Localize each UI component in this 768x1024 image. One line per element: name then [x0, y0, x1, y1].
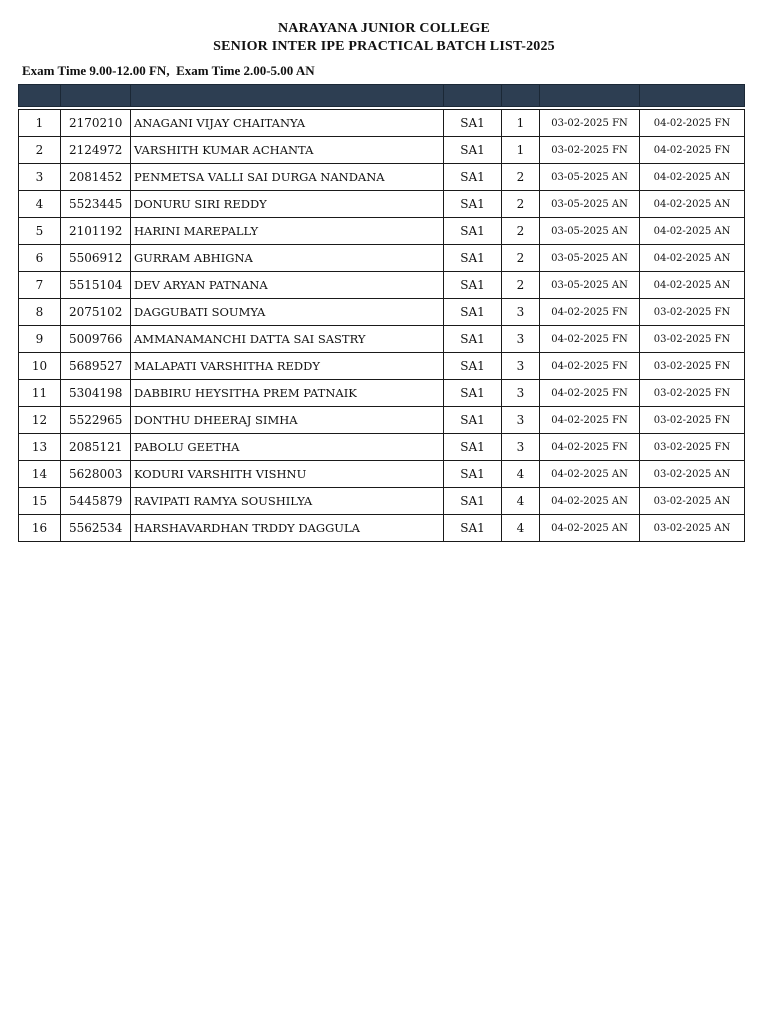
cell-date-1: 04-02-2025 FN: [540, 299, 640, 326]
cell-date-1: 04-02-2025 FN: [540, 434, 640, 461]
cell-section: SA1: [444, 218, 502, 245]
cell-admission-number: 2124972: [61, 137, 131, 164]
cell-batch: 4: [502, 461, 540, 488]
cell-serial-number: 4: [19, 191, 61, 218]
cell-date-2: 03-02-2025 AN: [640, 488, 745, 515]
cell-date-2: 04-02-2025 AN: [640, 164, 745, 191]
table-row: [19, 245, 745, 272]
cell-section: SA1: [444, 434, 502, 461]
cell-serial-number: 12: [19, 407, 61, 434]
cell-admission-number: 5562534: [61, 515, 131, 542]
cell-student-name: HARINI MAREPALLY: [131, 218, 444, 245]
cell-student-name: HARSHAVARDHAN TRDDY DAGGULA: [131, 515, 444, 542]
table-row: [19, 407, 745, 434]
cell-student-name: ANAGANI VIJAY CHAITANYA: [131, 110, 444, 137]
cell-date-2: 03-02-2025 AN: [640, 515, 745, 542]
cell-batch: 1: [502, 137, 540, 164]
header-cell-sno: [19, 85, 61, 107]
cell-serial-number: 13: [19, 434, 61, 461]
cell-section: SA1: [444, 488, 502, 515]
cell-student-name: DONTHU DHEERAJ SIMHA: [131, 407, 444, 434]
cell-serial-number: 2: [19, 137, 61, 164]
cell-date-2: 03-02-2025 FN: [640, 434, 745, 461]
cell-serial-number: 5: [19, 218, 61, 245]
cell-admission-number: 5009766: [61, 326, 131, 353]
cell-admission-number: 2075102: [61, 299, 131, 326]
cell-admission-number: 5628003: [61, 461, 131, 488]
cell-admission-number: 5523445: [61, 191, 131, 218]
cell-date-1: 03-05-2025 AN: [540, 191, 640, 218]
table-row: [19, 326, 745, 353]
table-row: [19, 380, 745, 407]
cell-admission-number: 5445879: [61, 488, 131, 515]
header-cell-date-2: [640, 85, 745, 107]
batch-table: [18, 84, 745, 542]
cell-date-2: 03-02-2025 FN: [640, 380, 745, 407]
cell-section: SA1: [444, 272, 502, 299]
cell-date-2: 03-02-2025 FN: [640, 407, 745, 434]
table-row: [19, 299, 745, 326]
cell-admission-number: 2101192: [61, 218, 131, 245]
cell-section: SA1: [444, 110, 502, 137]
cell-date-2: 03-02-2025 FN: [640, 299, 745, 326]
cell-admission-number: 5506912: [61, 245, 131, 272]
cell-date-1: 04-02-2025 AN: [540, 515, 640, 542]
college-name: NARAYANA JUNIOR COLLEGE: [277, 21, 491, 36]
cell-section: SA1: [444, 461, 502, 488]
cell-student-name: GURRAM ABHIGNA: [131, 245, 444, 272]
cell-student-name: DABBIRU HEYSITHA PREM PATNAIK: [131, 380, 444, 407]
table-row: [19, 434, 745, 461]
cell-date-1: 04-02-2025 FN: [540, 407, 640, 434]
table-row: [19, 488, 745, 515]
cell-batch: 4: [502, 515, 540, 542]
document-header: [0, 20, 768, 56]
cell-admission-number: 5304198: [61, 380, 131, 407]
cell-admission-number: 2170210: [61, 110, 131, 137]
cell-batch: 3: [502, 380, 540, 407]
table-row: [19, 110, 745, 137]
cell-section: SA1: [444, 164, 502, 191]
cell-date-1: 04-02-2025 FN: [540, 380, 640, 407]
cell-section: SA1: [444, 137, 502, 164]
cell-batch: 4: [502, 488, 540, 515]
cell-batch: 1: [502, 110, 540, 137]
cell-date-1: 03-05-2025 AN: [540, 164, 640, 191]
cell-section: SA1: [444, 245, 502, 272]
table-row: [19, 515, 745, 542]
header-cell-date-1: [540, 85, 640, 107]
table-body: [19, 107, 745, 542]
cell-batch: 3: [502, 353, 540, 380]
cell-batch: 3: [502, 326, 540, 353]
cell-serial-number: 9: [19, 326, 61, 353]
table-header-row: [19, 85, 745, 107]
table-row: [19, 137, 745, 164]
cell-date-2: 03-02-2025 FN: [640, 326, 745, 353]
cell-date-1: 03-05-2025 AN: [540, 218, 640, 245]
cell-section: SA1: [444, 191, 502, 218]
cell-date-1: 04-02-2025 FN: [540, 353, 640, 380]
cell-student-name: MALAPATI VARSHITHA REDDY: [131, 353, 444, 380]
cell-date-1: 04-02-2025 FN: [540, 326, 640, 353]
cell-serial-number: 8: [19, 299, 61, 326]
cell-serial-number: 10: [19, 353, 61, 380]
list-title: SENIOR INTER IPE PRACTICAL BATCH LIST-2025: [213, 39, 555, 54]
cell-admission-number: 2085121: [61, 434, 131, 461]
exam-time-note: Exam Time 9.00-12.00 FN, Exam Time 2.00-5.00 AN: [22, 63, 315, 78]
cell-batch: 2: [502, 272, 540, 299]
header-cell-section: [444, 85, 502, 107]
cell-serial-number: 16: [19, 515, 61, 542]
cell-batch: 2: [502, 245, 540, 272]
cell-batch: 3: [502, 407, 540, 434]
table-row: [19, 461, 745, 488]
cell-serial-number: 11: [19, 380, 61, 407]
cell-date-1: 03-05-2025 AN: [540, 245, 640, 272]
cell-serial-number: 14: [19, 461, 61, 488]
cell-date-2: 04-02-2025 FN: [640, 137, 745, 164]
header-cell-name: [131, 85, 444, 107]
table-row: [19, 353, 745, 380]
cell-batch: 2: [502, 191, 540, 218]
cell-serial-number: 6: [19, 245, 61, 272]
cell-date-2: 03-02-2025 FN: [640, 353, 745, 380]
cell-batch: 2: [502, 164, 540, 191]
cell-section: SA1: [444, 299, 502, 326]
table-row: [19, 191, 745, 218]
table-row: [19, 218, 745, 245]
table-row: [19, 164, 745, 191]
cell-date-2: 04-02-2025 AN: [640, 218, 745, 245]
cell-section: SA1: [444, 380, 502, 407]
cell-student-name: KODURI VARSHITH VISHNU: [131, 461, 444, 488]
cell-date-1: 03-02-2025 FN: [540, 110, 640, 137]
table-row: [19, 272, 745, 299]
cell-serial-number: 7: [19, 272, 61, 299]
cell-student-name: PENMETSA VALLI SAI DURGA NANDANA: [131, 164, 444, 191]
cell-student-name: AMMANAMANCHI DATTA SAI SASTRY: [131, 326, 444, 353]
cell-admission-number: 5689527: [61, 353, 131, 380]
cell-date-2: 03-02-2025 AN: [640, 461, 745, 488]
cell-admission-number: 5515104: [61, 272, 131, 299]
cell-section: SA1: [444, 353, 502, 380]
cell-student-name: VARSHITH KUMAR ACHANTA: [131, 137, 444, 164]
cell-section: SA1: [444, 326, 502, 353]
cell-student-name: DAGGUBATI SOUMYA: [131, 299, 444, 326]
cell-section: SA1: [444, 407, 502, 434]
cell-date-1: 03-05-2025 AN: [540, 272, 640, 299]
cell-serial-number: 15: [19, 488, 61, 515]
cell-section: SA1: [444, 515, 502, 542]
cell-admission-number: 2081452: [61, 164, 131, 191]
header-cell-batch: [502, 85, 540, 107]
cell-date-2: 04-02-2025 AN: [640, 272, 745, 299]
cell-serial-number: 3: [19, 164, 61, 191]
cell-student-name: RAVIPATI RAMYA SOUSHILYA: [131, 488, 444, 515]
header-cell-admission: [61, 85, 131, 107]
cell-date-1: 04-02-2025 AN: [540, 461, 640, 488]
cell-date-2: 04-02-2025 AN: [640, 191, 745, 218]
cell-batch: 3: [502, 299, 540, 326]
cell-date-1: 03-02-2025 FN: [540, 137, 640, 164]
cell-date-1: 04-02-2025 AN: [540, 488, 640, 515]
cell-batch: 3: [502, 434, 540, 461]
cell-student-name: DONURU SIRI REDDY: [131, 191, 444, 218]
cell-serial-number: 1: [19, 110, 61, 137]
cell-date-2: 04-02-2025 FN: [640, 110, 745, 137]
cell-batch: 2: [502, 218, 540, 245]
cell-student-name: DEV ARYAN PATNANA: [131, 272, 444, 299]
cell-date-2: 04-02-2025 AN: [640, 245, 745, 272]
cell-student-name: PABOLU GEETHA: [131, 434, 444, 461]
cell-admission-number: 5522965: [61, 407, 131, 434]
